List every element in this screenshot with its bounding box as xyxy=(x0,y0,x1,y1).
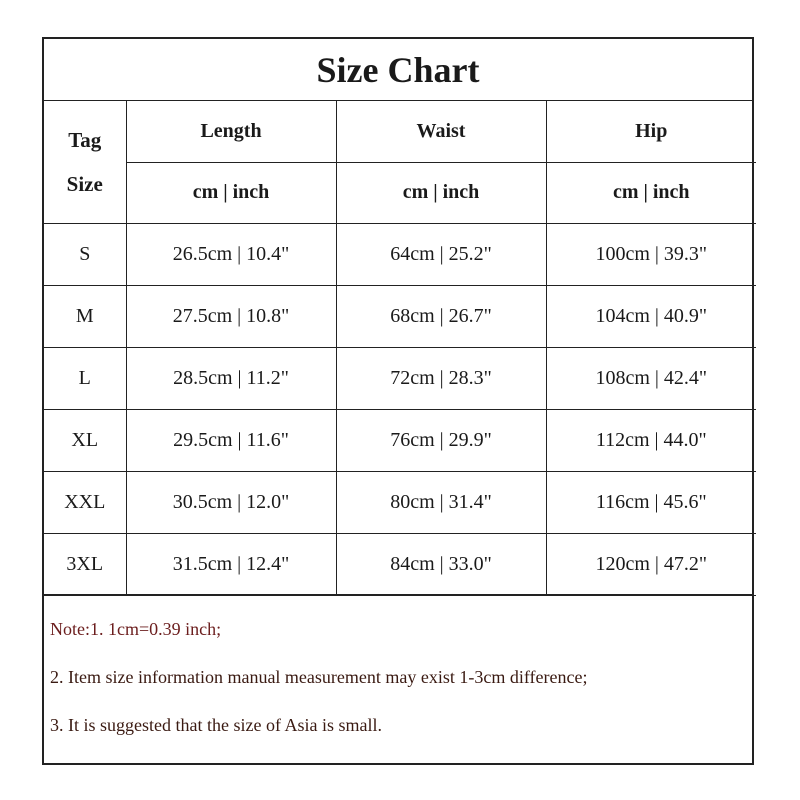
table-row xyxy=(44,285,756,347)
table-row xyxy=(44,533,756,595)
hip-cell: 104cm | 40.9" xyxy=(546,285,756,347)
size-cell: S xyxy=(44,223,126,285)
table-row xyxy=(44,347,756,409)
tag-label: Tag xyxy=(68,127,102,152)
size-cell: 3XL xyxy=(44,533,126,595)
length-cell: 26.5cm | 10.4" xyxy=(126,223,336,285)
waist-cell: 72cm | 28.3" xyxy=(336,347,546,409)
notes-section xyxy=(44,594,752,763)
length-unit: cm | inch xyxy=(126,162,336,223)
waist-header: Waist xyxy=(336,101,546,162)
waist-cell: 84cm | 33.0" xyxy=(336,533,546,595)
size-table xyxy=(44,101,756,596)
size-cell: L xyxy=(44,347,126,409)
table-row xyxy=(44,471,756,533)
size-label: Size xyxy=(66,171,103,196)
chart-title: Size Chart xyxy=(44,39,752,101)
header-row xyxy=(44,101,756,162)
hip-cell: 120cm | 47.2" xyxy=(546,533,756,595)
length-cell: 27.5cm | 10.8" xyxy=(126,285,336,347)
length-header: Length xyxy=(126,101,336,162)
hip-cell: 108cm | 42.4" xyxy=(546,347,756,409)
waist-cell: 64cm | 25.2" xyxy=(336,223,546,285)
table-row xyxy=(44,223,756,285)
waist-unit: cm | inch xyxy=(336,162,546,223)
table-row xyxy=(44,409,756,471)
hip-cell: 116cm | 45.6" xyxy=(546,471,756,533)
hip-cell: 112cm | 44.0" xyxy=(546,409,756,471)
unit-row xyxy=(44,162,756,223)
length-cell: 28.5cm | 11.2" xyxy=(126,347,336,409)
note-3: 3. It is suggested that the size of Asia is small. xyxy=(50,715,382,735)
hip-unit: cm | inch xyxy=(546,162,756,223)
waist-cell: 80cm | 31.4" xyxy=(336,471,546,533)
length-cell: 30.5cm | 12.0" xyxy=(126,471,336,533)
waist-cell: 68cm | 26.7" xyxy=(336,285,546,347)
length-cell: 31.5cm | 12.4" xyxy=(126,533,336,595)
size-cell: M xyxy=(44,285,126,347)
hip-cell: 100cm | 39.3" xyxy=(546,223,756,285)
note-1: Note:1. 1cm=0.39 inch; xyxy=(50,619,222,639)
hip-header: Hip xyxy=(546,101,756,162)
waist-cell: 76cm | 29.9" xyxy=(336,409,546,471)
length-cell: 29.5cm | 11.6" xyxy=(126,409,336,471)
size-cell: XXL xyxy=(44,471,126,533)
size-cell: XL xyxy=(44,409,126,471)
tag-size-header xyxy=(44,101,126,223)
size-chart xyxy=(42,37,754,765)
note-2: 2. Item size information manual measurement may exist 1-3cm difference; xyxy=(50,667,588,687)
